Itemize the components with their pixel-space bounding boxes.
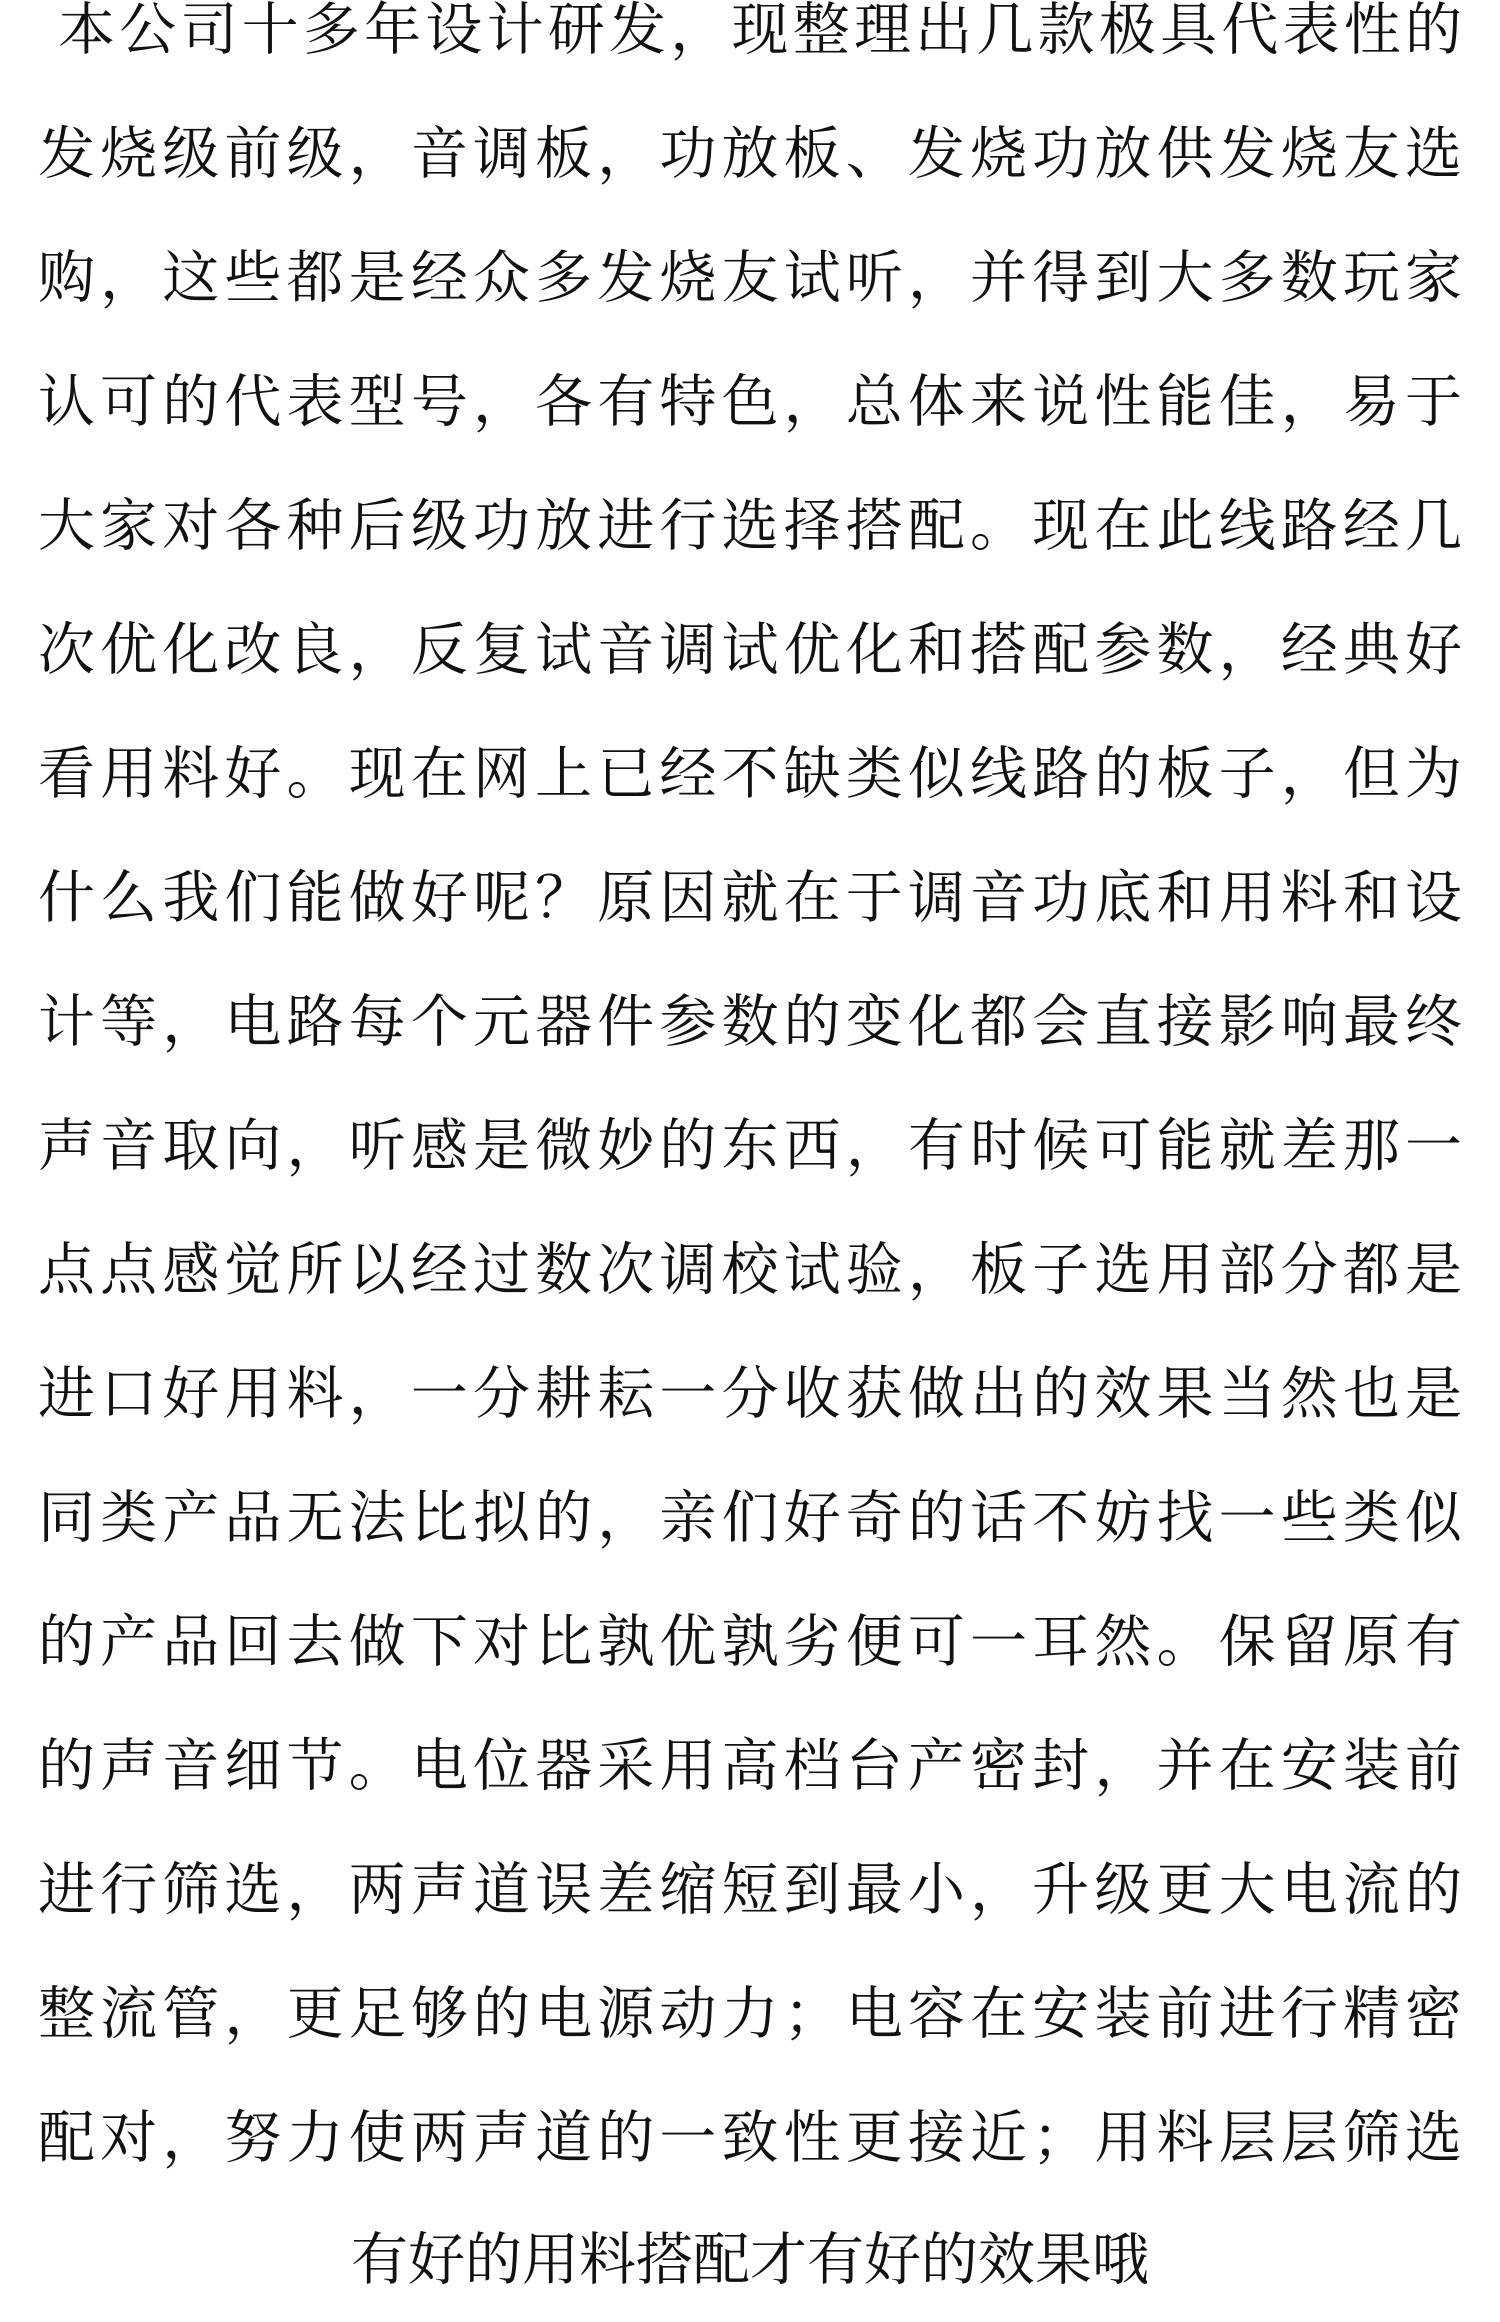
text-line-16: 进行筛选，两声道误差缩短到最小，升级更大电流的	[38, 1857, 1462, 1923]
text-line-5: 大家对各种后级功放进行选择搭配。现在此线路经几	[38, 493, 1462, 559]
text-line-13: 同类产品无法比拟的，亲们好奇的话不妨找一些类似	[38, 1485, 1462, 1551]
text-line-7: 看用料好。现在网上已经不缺类似线路的板子，但为	[38, 741, 1462, 807]
text-line-closing: 有好的用料搭配才有好的效果哦	[351, 2227, 1149, 2293]
text-line-10: 声音取向，听感是微妙的东西，有时候可能就差那一	[38, 1113, 1462, 1179]
text-line-17: 整流管，更足够的电源动力；电容在安装前进行精密	[38, 1981, 1462, 2047]
text-line-9: 计等，电路每个元器件参数的变化都会直接影响最终	[38, 989, 1462, 1055]
text-line-6: 次优化改良，反复试音调试优化和搭配参数，经典好	[38, 617, 1462, 683]
text-line-14: 的产品回去做下对比孰优孰劣便可一耳然。保留原有	[38, 1609, 1462, 1675]
text-line-4: 认可的代表型号，各有特色，总体来说性能佳，易于	[38, 369, 1462, 435]
text-line-1: 本公司十多年设计研发，现整理出几款极具代表性的	[58, 0, 1462, 63]
text-line-8: 什么我们能做好呢？原因就在于调音功底和用料和设	[38, 865, 1462, 931]
text-line-18: 配对，努力使两声道的一致性更接近；用料层层筛选	[38, 2105, 1462, 2171]
text-line-12: 进口好用料，一分耕耘一分收获做出的效果当然也是	[38, 1361, 1462, 1427]
text-line-3: 购，这些都是经众多发烧友试听，并得到大多数玩家	[38, 245, 1462, 311]
text-line-15: 的声音细节。电位器采用高档台产密封，并在安装前	[38, 1733, 1462, 1799]
text-line-2: 发烧级前级，音调板，功放板、发烧功放供发烧友选	[38, 121, 1462, 187]
text-line-11: 点点感觉所以经过数次调校试验，板子选用部分都是	[38, 1237, 1462, 1303]
